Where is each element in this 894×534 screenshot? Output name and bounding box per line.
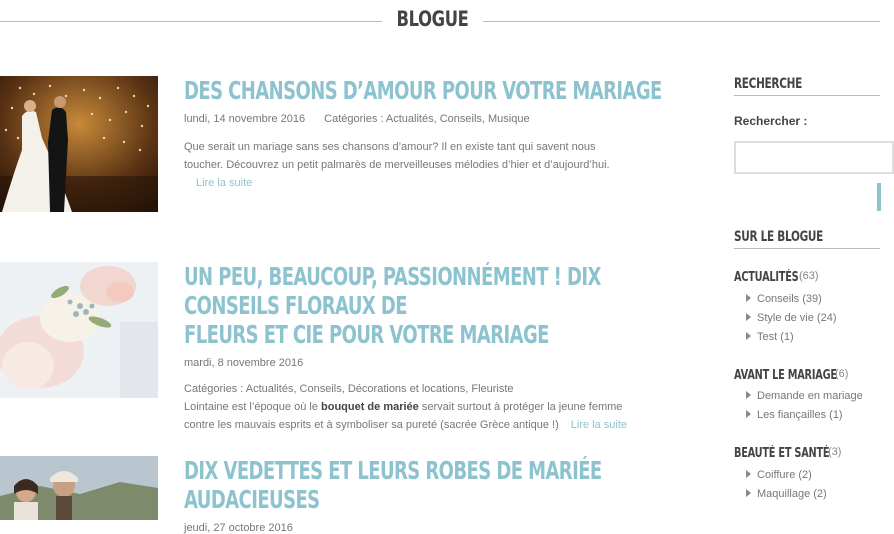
search-input[interactable] — [734, 141, 894, 174]
blog-header — [0, 0, 880, 46]
post-thumbnail-wedding-dance[interactable] — [0, 76, 158, 212]
excerpt-line — [184, 416, 699, 434]
post-excerpt — [184, 380, 699, 434]
category-name[interactable]: BEAUTÉ ET SANTÉ — [734, 446, 830, 461]
widget-rule — [734, 95, 880, 96]
category-count: (6) — [835, 368, 849, 380]
post-title[interactable]: DIX VEDETTES ET LEURS ROBES DE MARIÉE AUDACIEUSES — [184, 456, 602, 514]
category-actualites[interactable] — [734, 268, 820, 286]
read-more-link[interactable]: Lire la suite — [196, 177, 253, 189]
excerpt-text: Lointaine est l’époque où le — [184, 401, 321, 413]
subcategory-label[interactable]: Coiffure (2) — [757, 469, 812, 481]
blog-widget-title: SUR LE BLOGUE — [734, 229, 824, 245]
subcategory-item[interactable] — [746, 409, 843, 421]
subcategory-label[interactable]: Conseils (39) — [757, 293, 822, 305]
post-excerpt — [184, 138, 699, 192]
search-widget-title: RECHERCHE — [734, 76, 802, 92]
post-title[interactable] — [184, 262, 699, 349]
caret-right-icon — [746, 489, 751, 497]
excerpt-line — [184, 398, 699, 416]
caret-right-icon — [746, 410, 751, 418]
post-date: mardi, 8 novembre 2016 — [184, 357, 304, 369]
excerpt-line: Que serait un mariage sans ses chansons d’amour? Il en existe tant qui savent nous — [184, 141, 596, 153]
category-count: (3) — [828, 446, 842, 458]
header-rule-left — [0, 21, 382, 22]
excerpt-text: servait surtout à protéger la jeune femme — [418, 401, 623, 413]
post-thumbnail-bouquet[interactable] — [0, 262, 158, 398]
caret-right-icon — [746, 332, 751, 340]
subcategory-label[interactable]: Maquillage (2) — [757, 488, 827, 500]
post-meta — [184, 357, 699, 369]
post-meta — [184, 113, 699, 125]
subcategory-item[interactable] — [746, 331, 794, 343]
category-avant-le-mariage[interactable] — [734, 366, 871, 384]
subcategory-item[interactable] — [746, 469, 812, 481]
caret-right-icon — [746, 313, 751, 321]
subcategory-item[interactable] — [746, 293, 822, 305]
search-label: Rechercher : — [734, 114, 808, 128]
post-date: lundi, 14 novembre 2016 — [184, 113, 306, 125]
post-date: jeudi, 27 octobre 2016 — [184, 522, 293, 534]
post-title-line[interactable]: UN PEU, BEAUCOUP, PASSIONNÉMENT ! DIX CONSEILS FLORAUX DE — [184, 262, 601, 320]
header-rule-right — [483, 21, 880, 22]
category-name[interactable]: AVANT LE MARIAGE — [734, 368, 837, 383]
post-meta — [184, 522, 699, 534]
subcategory-label[interactable]: Les fiançailles (1) — [757, 409, 843, 421]
post-title[interactable]: DES CHANSONS D’AMOUR POUR VOTRE MARIAGE — [184, 76, 662, 105]
subcategory-label[interactable]: Style de vie (24) — [757, 312, 837, 324]
excerpt-text: contre les mauvais esprits et à symboliser sa pureté (sacrée Grèce antique !) — [184, 419, 559, 431]
post-title-line[interactable]: FLEURS ET CIE POUR VOTRE MARIAGE — [184, 320, 549, 349]
post-categories: Catégories : Actualités, Conseils, Musique — [324, 113, 530, 125]
category-name[interactable]: ACTUALITÉS — [734, 270, 799, 285]
excerpt-bold: bouquet de mariée — [321, 401, 419, 413]
subcategory-label[interactable]: Test (1) — [757, 331, 794, 343]
excerpt-line: toucher. Découvrez un petit palmarès de merveilleuses mélodies d’hier et d’aujourd’hui. — [184, 159, 610, 171]
subcategory-label[interactable]: Demande en mariage — [757, 390, 863, 402]
category-beaute-et-sante[interactable] — [734, 444, 861, 462]
caret-right-icon — [746, 470, 751, 478]
caret-right-icon — [746, 294, 751, 302]
subcategory-item[interactable] — [746, 312, 836, 324]
blog-post — [0, 456, 700, 534]
post-categories: Catégories : Actualités, Conseils, Décorations et locations, Fleuriste — [184, 383, 514, 395]
blog-post — [0, 76, 700, 212]
read-more-link[interactable]: Lire la suite — [570, 419, 628, 431]
search-button[interactable] — [877, 183, 881, 211]
subcategory-item[interactable] — [746, 390, 863, 402]
blog-post — [0, 262, 700, 431]
caret-right-icon — [746, 391, 751, 399]
post-thumbnail-celebrities[interactable] — [0, 456, 158, 520]
widget-rule — [734, 248, 880, 249]
page-title: BLOGUE — [396, 7, 469, 31]
category-count: (63) — [799, 270, 819, 282]
subcategory-item[interactable] — [746, 488, 827, 500]
